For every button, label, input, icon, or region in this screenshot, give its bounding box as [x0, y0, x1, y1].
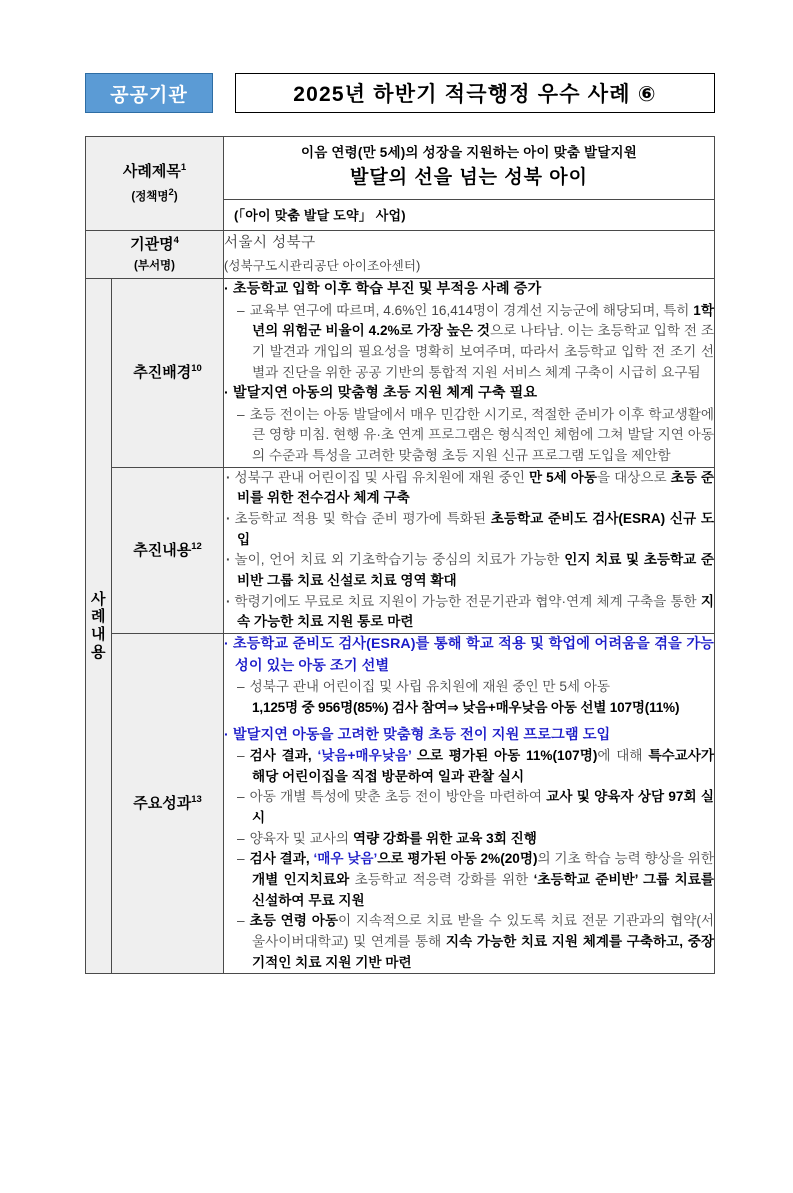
text-run: 에 대해: [597, 748, 649, 764]
text-run: 초등학교 적용 및 학습 준비 평가에 특화된: [234, 511, 491, 527]
header-title-box: [235, 73, 715, 113]
case-content-vertical-label: 사례내용: [91, 590, 106, 661]
text-run: 학령기에도 무료로 치료 지원이 가능한 전문기관과 협약·연계 체계 구축을 통한: [234, 593, 701, 609]
label-sublabel: [86, 186, 223, 206]
row-label-achievements: [112, 634, 224, 974]
text-run: 검사 결과,: [249, 748, 318, 764]
text-run: 초등학교 적응력 강화를 위한: [349, 872, 534, 888]
table-row-background: [86, 279, 715, 468]
achievement-heading: · 발달지연 아동을 고려한 맞춤형 초등 전이 지원 프로그램 도입: [224, 725, 714, 747]
organization-cell: [224, 230, 715, 278]
achievement-heading: · 초등학교 준비도 검사(ESRA)를 통해 학교 적용 및 학업에 어려움을 겪을 가능성이 있는 아동 조기 선별: [224, 634, 714, 677]
content-bullet: [224, 509, 714, 550]
text-run: 지속 가능한 치료 지원 체계를 구축하고, 중장기적인 치료 지원 기반 마련: [252, 934, 714, 970]
text-run: 성북구 관내 어린이집 및 사립 유치원에 재원 중인: [234, 469, 529, 485]
table-row-achievements: [86, 634, 715, 974]
achievement-item: [224, 787, 714, 828]
background-content: [224, 279, 715, 468]
text-run: 놀이, 언어 치료 외 기초학습기능 중심의 치료가 가능한: [234, 552, 565, 568]
text-run: 양육자 및 교사의: [249, 830, 353, 846]
org-type-badge: 공공기관: [85, 73, 213, 113]
text-run: 초등 전이는 아동 발달에서 매우 민감한 시기로, 적절한 준비가 이후 학교생활에 큰 영향 미침. 현행 유·초 연계 프로그램은 형식적인 체험에 그쳐 발달 지연 아동의 수준과 특성을 고려한 맞춤형 초등 지원 신규 프로그램 도입을 제안함: [249, 406, 714, 464]
achievement-item: [224, 849, 714, 911]
content-bullet: [224, 550, 714, 591]
text-run: 으로 나타남. 이는 초등학교 입학 전 조기 발견과 개입의 필요성을 명확히 보여주며, 따라서 초등학교 입학 전 조기 선별과 진단을 위한 공공 기반의 통합적 지원 서비스 체계 구축이 시급히 요구됨: [252, 323, 714, 380]
text-run: ‘초등학교 준비반’ 그룹 치료를 신설하여 무료 지원: [252, 872, 714, 908]
text-run: 교사 및 양육자 상담 97회 실시: [252, 789, 714, 826]
case-title-cell: [224, 137, 715, 231]
text-run: 의 기초 학습 능력 향상을 위한: [537, 851, 714, 867]
row-label-organization: [86, 230, 224, 278]
text-run: 초등학교 준비도 검사(ESRA) 신규 도입: [237, 511, 714, 547]
text-run: 만 5세 아동: [528, 469, 598, 485]
text-run: 역량 강화를 위한 교육 3회 진행: [352, 830, 537, 846]
sublabel-superscript: 2: [168, 187, 174, 199]
label-superscript: 4: [173, 234, 179, 246]
table-row-organization: [86, 230, 715, 278]
text-run: 성북구 관내 어린이집 및 사립 유치원에 재원 중인 만 5세 아동: [249, 679, 611, 695]
background-item: [224, 405, 714, 467]
text-run: 초등 준비를 위한 전수검사 체계 구축: [237, 469, 714, 506]
document-page: [0, 72, 793, 1193]
document-header: [0, 72, 793, 114]
label-text: 사례제목: [122, 163, 181, 181]
text-run: 으로 평가된 아동 11%(107명): [411, 748, 598, 764]
sublabel-text: (정책명: [131, 190, 169, 203]
achievement-item: [224, 677, 714, 698]
text-run: ‘낮음+매우낮음’: [317, 748, 412, 764]
table-row-content: [86, 467, 715, 633]
label-sublabel: (부서명): [134, 260, 175, 273]
text-run: ‘매우 낮음’: [313, 851, 378, 867]
text-run: 인지 치료 및 초등학교 준비반 그룹 치료 신설로 치료 영역 확대: [237, 552, 714, 589]
background-heading: · 발달지연 아동의 맞춤형 초등 지원 체계 구축 필요: [224, 383, 714, 405]
text-run: 아동 개별 특성에 맞춘 초등 전이 방안을 마련하여: [249, 789, 547, 805]
content-bullet: [224, 468, 714, 509]
label-text: 기관명: [130, 235, 174, 253]
case-title-top: [224, 137, 714, 200]
text-run: 특수교사가 해당 어린이집을 직접 방문하여 일과 관찰 실시: [252, 748, 714, 784]
achievement-item: [224, 746, 714, 787]
row-label-case-content: [86, 279, 112, 974]
content-content: [224, 467, 715, 633]
row-label-background: [112, 279, 224, 468]
text-run: 초등 연령 아동: [249, 913, 338, 929]
organization-name: 서울시 성북구: [224, 234, 316, 251]
label-superscript: 12: [191, 540, 202, 552]
achievement-statistic: 1,125명 중 956명(85%) 검사 참여⇒ 낮음+매우낮음 아동 선별 107명(11%): [252, 699, 680, 715]
organization-department: (성북구도시관리공단 아이조아센터): [224, 259, 421, 274]
label-superscript: 1: [180, 162, 187, 174]
table-row-case-title: [86, 137, 715, 231]
case-title-line1: 이음 연령(만 5세)의 성장을 지원하는 아이 맞춤 발달지원: [300, 145, 638, 160]
achievements-content: [224, 634, 715, 974]
text-run: 1학년의 위험군 비율이 4.2%로 가장 높은 것: [252, 302, 714, 339]
label-superscript: 10: [191, 363, 202, 375]
achievement-item: [224, 829, 714, 850]
label-superscript: 13: [191, 793, 202, 805]
row-label-content: [112, 467, 224, 633]
case-project-name: (「아이 맞춤 발달 도약」 사업): [234, 207, 406, 223]
label-text: 추진배경: [133, 364, 192, 382]
row-label-case-title: [86, 137, 224, 231]
text-run: 지속 가능한 치료 지원 통로 마련: [237, 593, 714, 630]
text-run: 개별 인지치료와: [252, 872, 350, 888]
background-item: [224, 301, 714, 384]
text-run: 을 대상으로: [597, 469, 671, 485]
achievement-item: [224, 911, 714, 973]
content-bullet: [224, 592, 714, 633]
text-run: 이 지속적으로 치료 받을 수 있도록 치료 전문 기관과의 협약(서울사이버대학교) 및 연계를 통해: [252, 913, 715, 949]
label-text: 주요성과: [133, 794, 192, 812]
case-title-line2: 발달의 선을 넘는 성북 아이: [350, 167, 589, 189]
label-text: 추진내용: [133, 541, 192, 559]
sublabel-end: ): [173, 190, 178, 203]
page-title: 2025년 하반기 적극행정 우수 사례 ⑥: [293, 83, 657, 106]
text-run: 검사 결과,: [249, 851, 314, 867]
text-run: 교육부 연구에 따르며, 4.6%인 16,414명이 경계선 지능군에 해당되며, 특히: [249, 302, 694, 318]
background-heading: · 초등학교 입학 이후 학습 부진 및 부적응 사례 증가: [224, 279, 714, 301]
text-run: 으로 평가된 아동 2%(20명): [377, 851, 538, 867]
case-table: [85, 136, 715, 974]
